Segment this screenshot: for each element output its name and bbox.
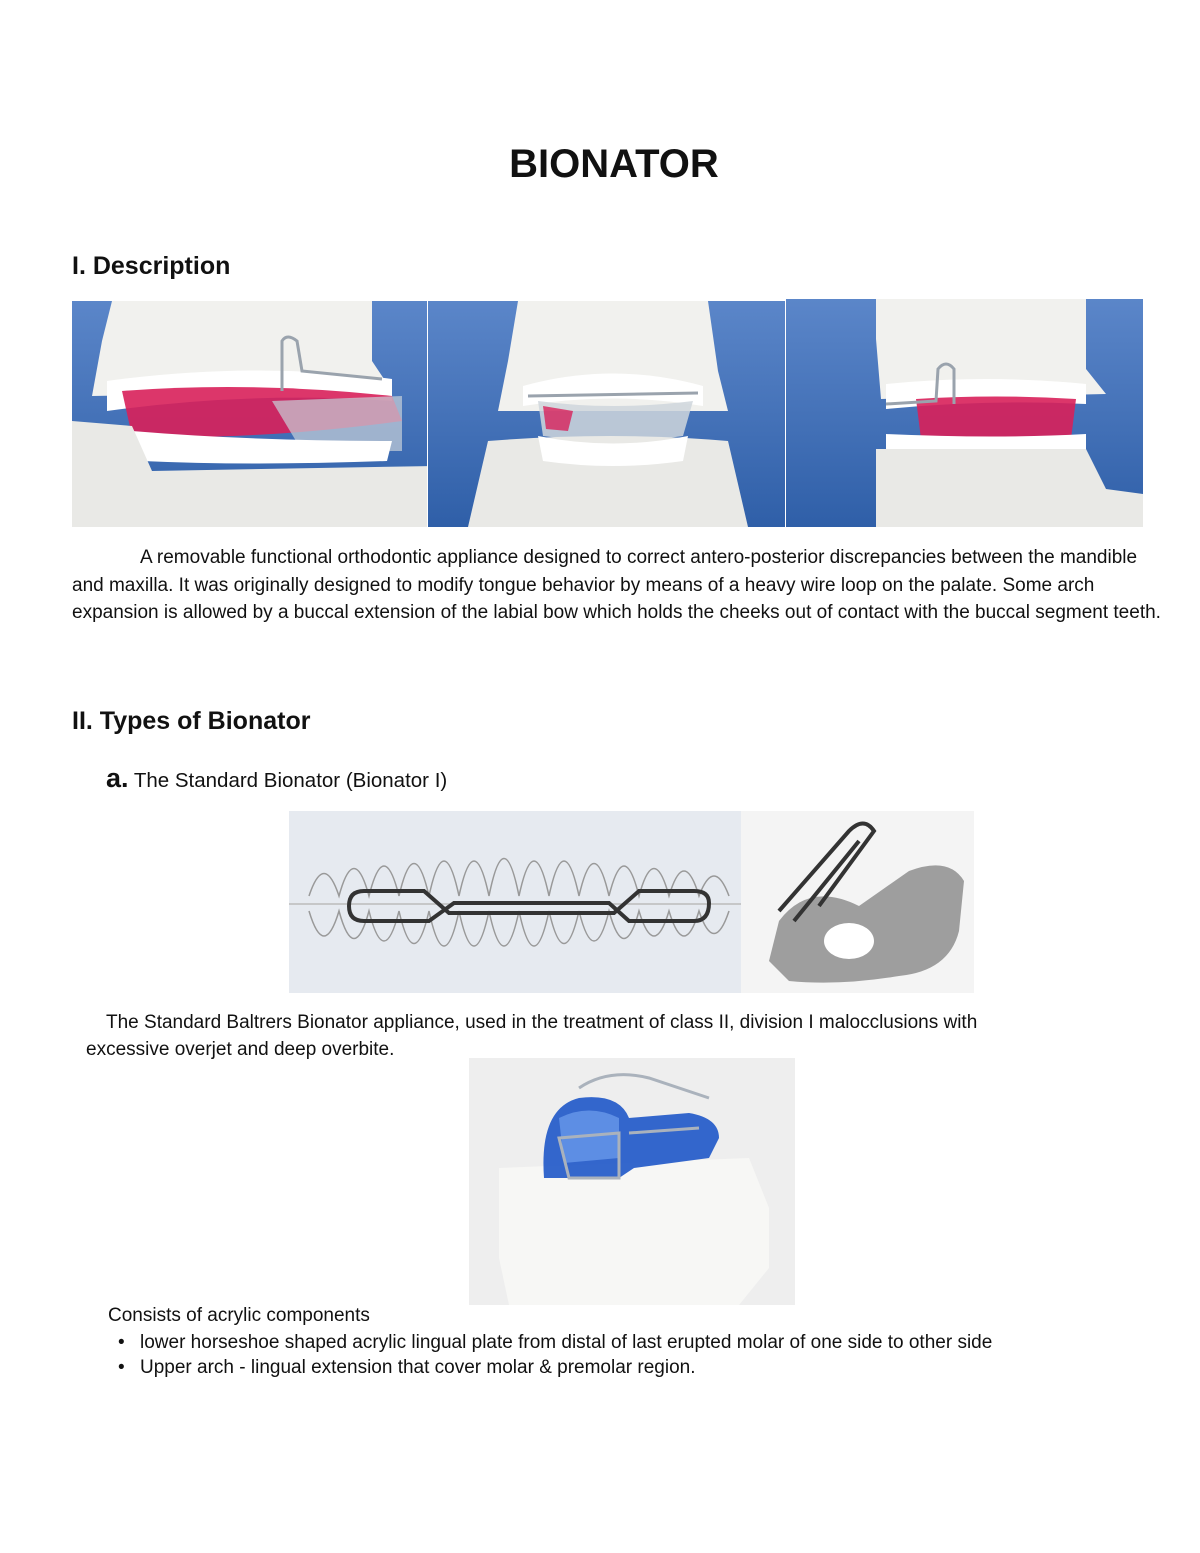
consists-label: Consists of acrylic components	[108, 1305, 370, 1326]
list-item-text: Upper arch - lingual extension that cover molar & premolar region.	[140, 1357, 696, 1378]
description-text: A removable functional orthodontic appliance designed to correct antero-posterior discrepancies between the mandible and maxilla. It was originally designed to modify tongue behavior by means of a heavy wire loop on the palate. Some arch expansion is allowed by a buccal extension of the labial bow which holds the cheeks out of contact with the buccal segment teeth.	[72, 547, 1161, 623]
list-item	[118, 1355, 992, 1380]
dental-model-photo-opposite-side	[786, 299, 1143, 527]
bullet-icon: •	[118, 1332, 125, 1353]
dental-model-photo-front	[428, 301, 785, 527]
components-list	[118, 1330, 992, 1380]
caption-line-2: excessive overjet and deep overbite.	[86, 1039, 395, 1060]
description-paragraph	[72, 544, 1162, 627]
subheading-letter: a.	[106, 763, 129, 793]
caption-line-1: The Standard Baltrers Bionator appliance, used in the treatment of class II, division I malocclusions with	[106, 1012, 978, 1033]
bionator-diagram	[289, 811, 974, 993]
list-item-text: lower horseshoe shaped acrylic lingual plate from distal of last erupted molar of one side to other side	[140, 1332, 993, 1353]
subheading-standard-bionator	[106, 763, 447, 794]
page-title: BIONATOR	[509, 142, 719, 186]
bullet-icon: •	[118, 1357, 125, 1378]
section-heading-types: II. Types of Bionator	[72, 707, 311, 735]
list-item	[118, 1330, 992, 1355]
subheading-label: The Standard Bionator (Bionator I)	[133, 769, 448, 792]
blue-bionator-photo	[469, 1058, 795, 1305]
diagram-caption	[86, 1009, 1146, 1063]
section-heading-description: I. Description	[72, 252, 231, 280]
dental-model-photo-side	[72, 301, 427, 527]
